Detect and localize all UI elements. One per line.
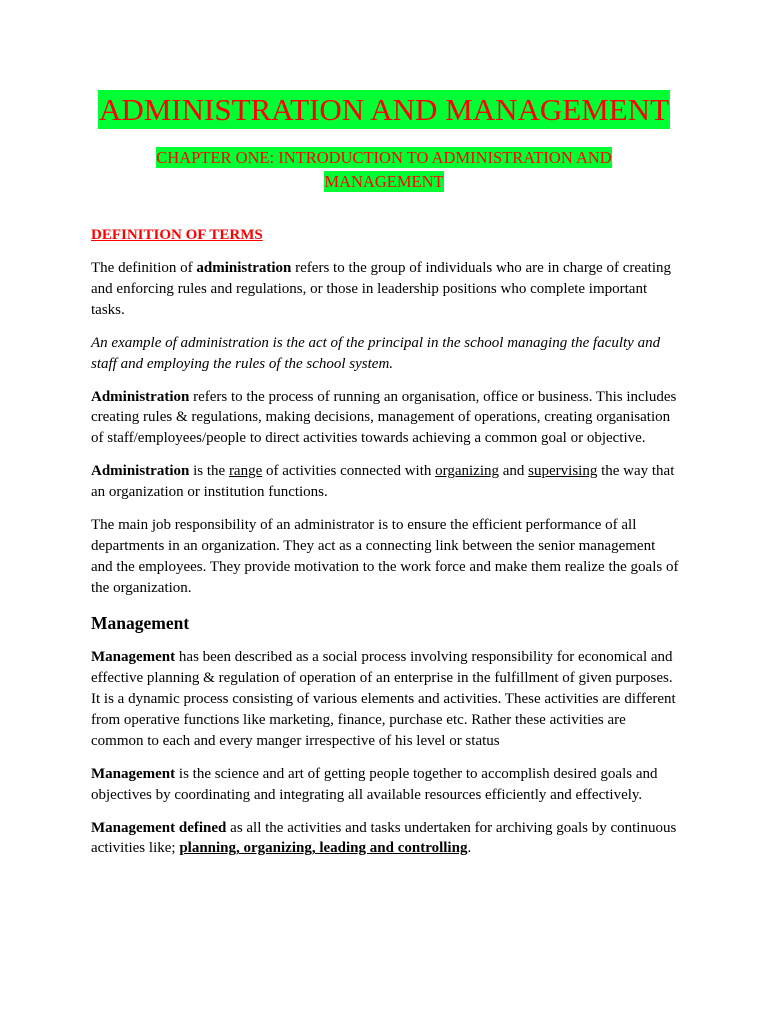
definition-paragraph-4	[91, 461, 679, 503]
chapter-subtitle	[110, 146, 658, 194]
text-run: of activities connected with	[262, 463, 436, 480]
functions-list: planning, organizing, leading and controlling	[179, 840, 468, 857]
chapter-subtitle-line1: CHAPTER ONE: INTRODUCTION TO ADMINISTRATION AND	[156, 148, 612, 167]
definition-paragraph-1	[91, 258, 679, 320]
definition-paragraph-5: The main job responsibility of an administrator is to ensure the efficient performance of all departments in an organization. They act as a connecting link between the senior management and the employees. They provide motivation to the work force and make them realize the goals of the organization.	[91, 517, 679, 596]
text-run: .	[467, 840, 472, 857]
bold-underline-run	[179, 840, 467, 856]
bold-term: Management	[91, 649, 176, 666]
management-paragraph-1	[91, 647, 679, 751]
text-run: The definition of	[91, 260, 197, 277]
bold-term: Administration	[91, 463, 190, 480]
text-run: is the	[189, 463, 229, 480]
document-body	[91, 225, 679, 872]
text-run: refers to the process of running an organisation, office or business. This includes creating rules & regulations, making decisions, management of operations, creating organisation of staff/employees/people to direct activities towards achieving a common goal or objective.	[91, 388, 677, 447]
link-range[interactable]: range	[228, 463, 263, 480]
title-block	[0, 92, 768, 128]
text-run: as all the activities and tasks undertaken for archiving goals by continuous activities like;	[91, 819, 677, 857]
text-run: has been described as a social process involving responsibility for economical and effective planning & regulation of operation of an enterprise in the fulfillment of given purposes. It is a dynamic process consisting of various elements and activities. These activities are different from operative functions like marketing, finance, purchase etc. Rather these activities are common to each and every manger irrespective of his level or status	[91, 649, 676, 749]
chapter-subtitle-line2: MANAGEMENT	[324, 172, 444, 191]
management-paragraph-2	[91, 764, 679, 806]
definition-paragraph-3	[91, 387, 679, 449]
text-run: the way that an organization or institution functions.	[91, 463, 675, 501]
definition-example: An example of administration is the act of the principal in the school managing the faculty and staff and employing the rules of the school system.	[91, 334, 661, 372]
text-run: and	[498, 463, 529, 480]
text-run: is the science and art of getting people together to accomplish desired goals and objectives by coordinating and integrating all available resources efficiently and effectively.	[91, 765, 658, 803]
document-title: ADMINISTRATION AND MANAGEMENT	[98, 92, 670, 127]
bold-term: Administration	[91, 388, 190, 405]
management-paragraph-3	[91, 818, 679, 860]
bold-term: Management defined	[91, 819, 227, 836]
text-run: refers to the group of individuals who are in charge of creating and enforcing rules and regulations, or those in leadership positions who complete important tasks.	[91, 260, 671, 318]
link-organizing[interactable]: organizing	[435, 463, 499, 480]
link-supervising[interactable]: supervising	[528, 463, 598, 480]
bold-term: Management	[91, 765, 176, 782]
bold-term: administration	[196, 260, 292, 277]
management-heading: Management	[91, 613, 190, 634]
definition-heading: DEFINITION OF TERMS	[91, 227, 263, 243]
